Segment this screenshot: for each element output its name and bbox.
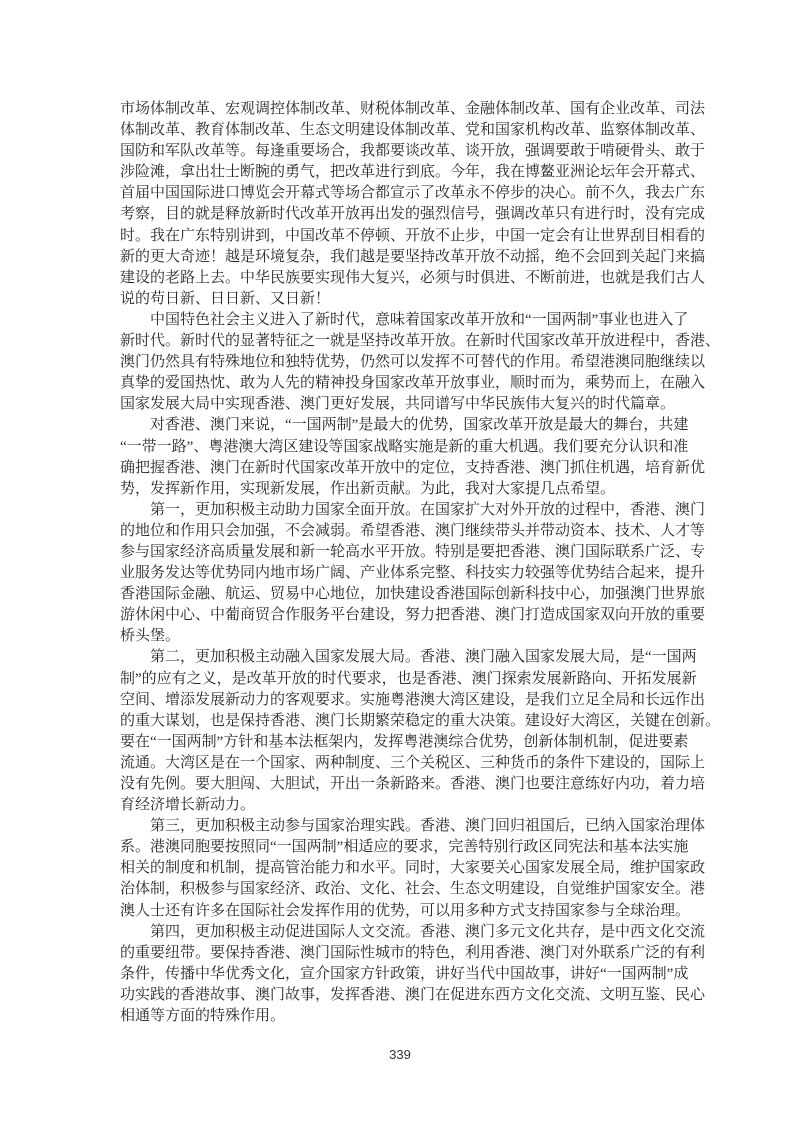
text-line: 对香港、澳门来说，“一国两制”是最大的优势，国家改革开放是最大的舞台，共建 — [150, 417, 689, 434]
text-line: 国防和军队改革等。每逢重要场合，我都要谈改革、谈开放，强调要敢于啃硬骨头、敢于 — [120, 143, 706, 160]
text-line: 考察，目的就是释放新时代改革开放再出发的强烈信号，强调改革只有进行时，没有完成 — [120, 206, 706, 223]
text-line: 相通等方面的特殊作用。 — [120, 1008, 286, 1025]
text-line: 第一，更加积极主动助力国家全面开放。在国家扩大对外开放的过程中，香港、澳门 — [150, 501, 706, 518]
text-line: 新时代。新时代的显著特征之一就是坚持改革开放。在新时代国家改革开放进程中，香港、 — [120, 333, 721, 350]
page-number: 339 — [389, 1047, 411, 1062]
text-line: 第四，更加积极主动促进国际人文交流。香港、澳门多元文化共存，是中西文化交流 — [150, 923, 706, 940]
text-line: 涉险滩，拿出壮士断腕的勇气，把改革进行到底。今年，我在博鳌亚洲论坛年会开幕式、 — [120, 164, 706, 181]
text-line: 业服务发达等优势同内地市场广阔、产业体系完整、科技实力较强等优势结合起来，提升 — [120, 565, 706, 582]
text-line: 第二，更加积极主动融入国家发展大局。香港、澳门融入国家发展大局，是“一国两 — [150, 649, 697, 666]
text-line: 真挚的爱国热忱、敢为人先的精神投身国家改革开放事业，顺时而为，乘势而上，在融入 — [120, 375, 706, 392]
text-line: “一带一路”、粤港澳大湾区建设等国家战略实施是新的重大机遇。我们要充分认识和准 — [120, 438, 689, 455]
text-line: 参与国家经济高质量发展和新一轮高水平开放。特别是要把香港、澳门国际联系广泛、专 — [120, 543, 706, 560]
text-line: 时。我在广东特别讲到，中国改革不停顿、开放不止步，中国一定会有让世界刮目相看的 — [120, 227, 706, 244]
text-line: 中国特色社会主义进入了新时代，意味着国家改革开放和“一国两制”事业也进入了 — [150, 311, 689, 328]
text-line: 体制改革、教育体制改革、生态文明建设体制改革、党和国家机构改革、监察体制改革、 — [120, 122, 706, 139]
text-line: 制”的应有之义，是改革开放的时代要求，也是香港、澳门探索发展新路向、开拓发展新 — [120, 670, 697, 687]
text-line: 要在“一国两制”方针和基本法框架内，发挥粤港澳综合优势，创新体制机制，促进要素 — [120, 733, 689, 750]
page-text-block — [120, 99, 720, 1027]
text-line: 市场体制改革、宏观调控体制改革、财税体制改革、金融体制改革、国有企业改革、司法 — [120, 101, 706, 117]
text-line: 新的更大奇迹！越是环境复杂，我们越是要坚持改革开放不动摇，绝不会回到关起门来搞 — [120, 248, 706, 265]
text-line: 势，发挥新作用，实现新发展，作出新贡献。为此，我对大家提几点希望。 — [120, 480, 616, 497]
text-line: 治体制，积极参与国家经济、政治、文化、社会、生态文明建设，自觉维护国家安全。港 — [120, 881, 706, 898]
text-line: 建设的老路上去。中华民族要实现伟大复兴，必须与时俱进、不断前进，也就是我们古人 — [120, 269, 706, 286]
text-line: 国家发展大局中实现香港、澳门更好发展，共同谱写中华民族伟大复兴的时代篇章。 — [120, 396, 676, 413]
text-line: 桥头堡。 — [120, 628, 181, 645]
text-line: 的地位和作用只会加强，不会减弱。希望香港、澳门继续带头并带动资本、技术、人才等 — [120, 522, 706, 539]
text-line: 确把握香港、澳门在新时代国家改革开放中的定位，支持香港、澳门抓住机遇，培育新优 — [120, 459, 706, 476]
text-line: 澳门仍然具有特殊地位和独特优势，仍然可以发挥不可替代的作用。希望港澳同胞继续以 — [120, 354, 706, 371]
text-line: 说的苟日新、日日新、又日新！ — [120, 290, 331, 307]
text-line: 的重要纽带。要保持香港、澳门国际性城市的特色，利用香港、澳门对外联系广泛的有利 — [120, 944, 706, 961]
text-line: 游休闲中心、中葡商贸合作服务平台建设，努力把香港、澳门打造成国家双向开放的重要 — [120, 607, 706, 624]
text-line: 功实践的香港故事、澳门故事，发挥香港、澳门在促进东西方文化交流、文明互鉴、民心 — [120, 986, 706, 1003]
text-line: 首届中国国际进口博览会开幕式等场合都宣示了改革永不停步的决心。前不久，我去广东 — [120, 185, 706, 202]
text-line: 的重大谋划，也是保持香港、澳门长期繁荣稳定的重大决策。建设好大湾区，关键在创新。 — [120, 712, 721, 729]
text-line: 条件，传播中华优秀文化，宣介国家方针政策，讲好当代中国故事，讲好“一国两制”成 — [120, 965, 689, 982]
text-line: 系。港澳同胞要按照同“一国两制”相适应的要求，完善特别行政区同宪法和基本法实施 — [120, 839, 689, 856]
text-line: 育经济增长新动力。 — [120, 797, 256, 814]
text-line: 空间、增添发展新动力的客观要求。实施粤港澳大湾区建设，是我们立足全局和长远作出 — [120, 691, 706, 708]
text-line: 澳人士还有许多在国际社会发挥作用的优势，可以用多种方式支持国家参与全球治理。 — [120, 902, 691, 919]
text-line: 第三，更加积极主动参与国家治理实践。香港、澳门回归祖国后，已纳入国家治理体 — [150, 818, 706, 835]
text-line: 相关的制度和机制，提高管治能力和水平。同时，大家要关心国家发展全局，维护国家政 — [120, 860, 706, 877]
text-line: 流通。大湾区是在一个国家、两种制度、三个关税区、三种货币的条件下建设的，国际上 — [120, 754, 706, 771]
text-line: 没有先例。要大胆闯、大胆试，开出一条新路来。香港、澳门也要注意练好内功，着力培 — [120, 776, 706, 792]
text-line: 香港国际金融、航运、贸易中心地位，加快建设香港国际创新科技中心，加强澳门世界旅 — [120, 586, 706, 603]
